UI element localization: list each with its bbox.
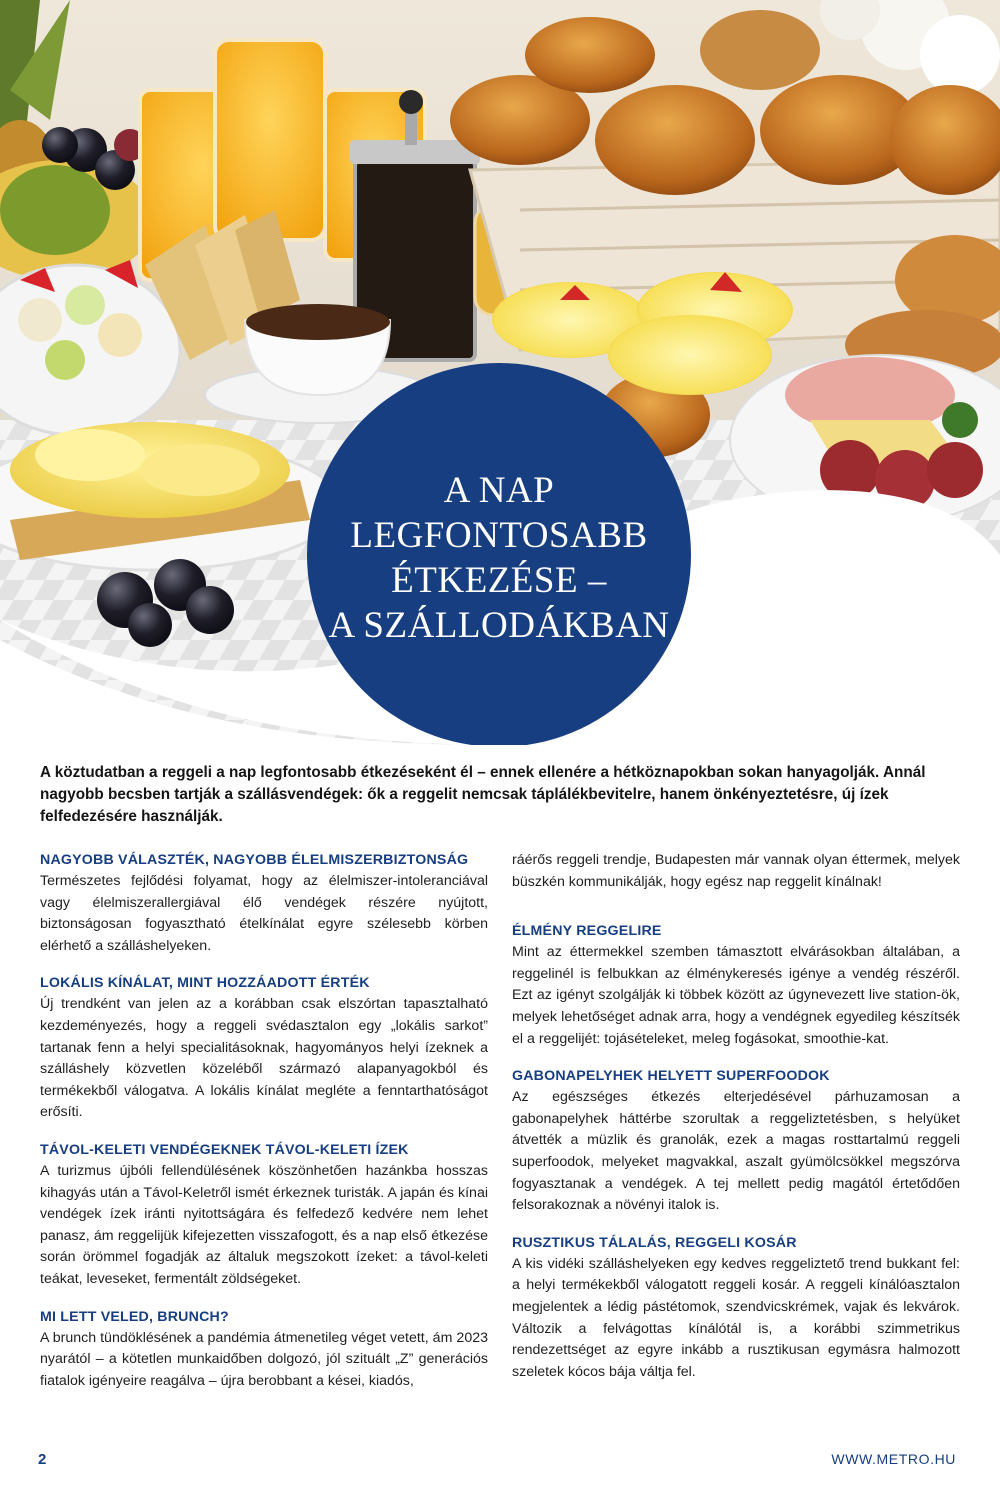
- section-heading: RUSZTIKUS TÁLALÁS, REGGELI KOSÁR: [512, 1234, 797, 1251]
- page-title-line-2: LEGFONTOSABB: [350, 515, 648, 556]
- section-rustic-basket: [512, 1233, 960, 1384]
- section-superfoods: [512, 1066, 960, 1217]
- brunch-continuation: ráérős reggeli trendje, Budapesten már vannak olyan éttermek, melyek büszkén kommunikálják, hogy egész nap reggelit kínálnak!: [512, 852, 960, 890]
- website-link[interactable]: WWW.METRO.HU: [831, 1451, 956, 1467]
- page-title-line-3: ÉTKEZÉSE –: [391, 560, 607, 601]
- section-far-east: [40, 1140, 488, 1291]
- page-title-line-4: A SZÁLLODÁKBAN: [328, 605, 670, 646]
- page-number: 2: [38, 1451, 47, 1468]
- hero-photo: [0, 0, 1000, 745]
- left-column: [40, 850, 488, 1408]
- section-body: A turizmus újbóli fellendülésének köszönhetően hazánkba hosszas kihagyás után a Távol-Keletről ismét érkeznek turisták. A japán és kínai vendégek ízek iránti nyitottságára és felfedező kedvére nem lehet panasz, ám reggelijük kifejezetten visszafogott, és a nap első étkezése során örömmel fogadják az általuk megszokott ízeket: a távol-keleti teákat, leveseket, fermentált zöldségeket.: [40, 1162, 488, 1287]
- section-choice-safety: [40, 850, 488, 957]
- section-body: A kis vidéki szálláshelyeken egy kedves reggeliztető trend bukkant fel: a helyi termékekből válogatott reggeli kosár. A reggeli kínálóasztalon megjelentek a lédig pástétomok, szendvicskrémek, vajak és lekvárok. Változik a felvágottas kínálótál is, a korábbi szimmetrikus rendezettséget az egyre inkább a rusztikusan egymásra halmozott szeletek kócos bája váltja fel.: [512, 1255, 960, 1380]
- section-heading: TÁVOL-KELETI VENDÉGEKNEK TÁVOL-KELETI ÍZEK: [40, 1141, 409, 1158]
- right-column: [512, 850, 960, 1399]
- section-local-offer: [40, 973, 488, 1124]
- section-body: Új trendként van jelen az a korábban csak elszórtan tapasztalható kezdeményezés, hogy a reggeli svédasztalon egy „lokális sarkot” tartanak fenn a helyi specialitásoknak, hagyományos helyi ízeknek a szálláshely közvetlen közeléből származó alapanyagokból és termékekből válogatva. A lokális kínálat megléte a fenntarthatóságot erősíti.: [40, 996, 488, 1121]
- section-heading: LOKÁLIS KÍNÁLAT, MINT HOZZÁADOTT ÉRTÉK: [40, 975, 370, 992]
- section-body: Mint az éttermekkel szemben támasztott elvárásokban általában, a reggelinél is felbukkan az élménykeresés igénye a vendég részéről. Ezt az igényt szolgálják ki többek között az úgynevezett live station-ök, melyek lehetőséget adnak arra, hogy a vendégnek egyedileg készítsék el a reggelijét: tojásételeket, meleg fogásokat, smoothie-kat.: [512, 944, 960, 1047]
- section-experience: [512, 921, 960, 1050]
- section-heading: GABONAPELYHEK HELYETT SUPERFOODOK: [512, 1068, 830, 1085]
- section-heading: MI LETT VELED, BRUNCH?: [40, 1308, 229, 1325]
- section-heading: ÉLMÉNY REGGELIRE: [512, 923, 662, 940]
- section-body: Az egészséges étkezés elterjedésével párhuzamosan a gabonapelyhek háttérbe szorultak a reggeliztetésben, s helyüket átvették a müzlik és granolák, ezek a magas rosttartalmú reggeli superfoodok, melyeket magvakkal, aszalt gyümölcsökkel megszórva fogyasztanak a vendégek. A tej mellett pedig magától értetődően felsorakoznak a növényi italok is.: [512, 1089, 960, 1214]
- section-body: A brunch tündöklésének a pandémia átmenetileg véget vetett, ám 2023 nyarától – a kötetlen munkaidőben dolgozó, jól szituált „Z” generációs fiatalok igényeire reagálva – újra berobbant a kései, kiadós,: [40, 1329, 488, 1389]
- title-circle: [307, 363, 691, 745]
- page-title-line-1: A NAP: [443, 470, 555, 511]
- section-body: Természetes fejlődési folyamat, hogy az élelmiszer-intoleranciával vagy élelmiszerallergiával élő vendégek részére nyújtott, biztonságosan fogyasztható ételkínálat egyre szélesebb körben elérhető a szálláshelyeken.: [40, 873, 488, 954]
- section-brunch: [40, 1307, 488, 1393]
- intro-paragraph: A köztudatban a reggeli a nap legfontosabb étkezéseként él – ennek ellenére a hétköznapokban sokan hanyagolják. Annál nagyobb becsben tartják a szállásvendégek: ők a reggelit nemcsak táplálékbevitelre, hanem önkényeztetésre, új ízek felfedezésére használják.: [40, 764, 926, 825]
- section-heading: NAGYOBB VÁLASZTÉK, NAGYOBB ÉLELMISZERBIZTONSÁG: [40, 852, 469, 868]
